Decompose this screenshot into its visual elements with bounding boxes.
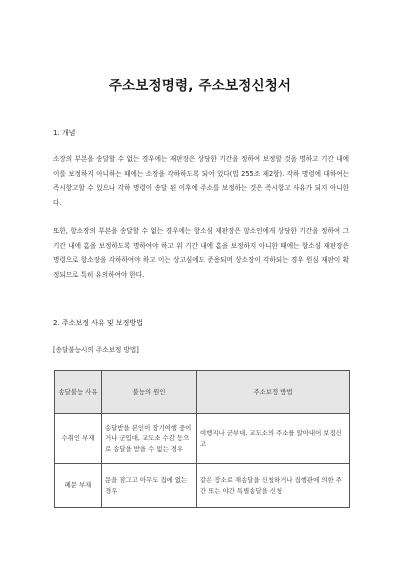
row-cause: 송달받을 본인이 장기여행 중이거나 군입대, 교도소 수감 등으로 송달을 받을 수 없는 경우: [102, 414, 197, 464]
address-correction-table: [54, 370, 350, 508]
row-reason: 수취인 부재: [55, 414, 102, 464]
section1-heading: 1. 개념: [53, 129, 76, 137]
row-reason: 폐문 부재: [55, 464, 102, 508]
header-reason: 송달불능 사유: [55, 371, 102, 414]
section1-paragraph-1: 소장의 부본을 송달할 수 없는 경우에는 재판장은 상당한 기간을 정하여 보정할 것을 명하고 기간 내에 이를 보정하지 아니하는 때에는 소장을 각하하도록 되어 있다(법 255조 제2항). 각하 명령에 대하여는 즉시항고할 수 있으나 각하 명령이 송달 된 이후에 주소를 보정하는 것은 즉시항고 사유가 되지 아니한다.: [53, 155, 349, 207]
header-method: 주소보정 방법: [197, 371, 350, 414]
table-row: [55, 464, 350, 508]
section2-heading: 2. 주소보정 사유 및 보정방법: [53, 319, 143, 327]
row-method: 같은 장소로 재송달을 신청하거나 집행관에 의한 주간 또는 야간 특별송달을 신청: [197, 464, 350, 508]
row-cause: 문을 잠그고 아무도 집에 없는 경우: [102, 464, 197, 508]
table-caption: [송달불능시의 주소보정 방법]: [53, 346, 139, 354]
table-row: [55, 414, 350, 464]
row-method: 여행지나 군부대, 교도소의 주소를 알아내어 보정신고: [197, 414, 350, 464]
table-header-row: [55, 371, 350, 414]
header-cause: 불능의 원인: [102, 371, 197, 414]
document-title: 주소보정명령, 주소보정신청서: [108, 78, 292, 94]
section1-paragraph-2: 또한, 항소장의 부본을 송달할 수 없는 경우에는 항소심 재판장은 항소인에게 상당한 기간을 정하여 그 기간 내에 흠을 보정하도록 명하여야 하고 위 기간 내에 흠을 보정하지 아니한 때에는 항소심 재판장은 명령으로 항소장을 각하하여야 하고 이는 상고심에도 준용되며 상소장이 각하되는 경우 원심 재판이 확정되므로 특히 유의하여야 한다.: [53, 227, 349, 279]
